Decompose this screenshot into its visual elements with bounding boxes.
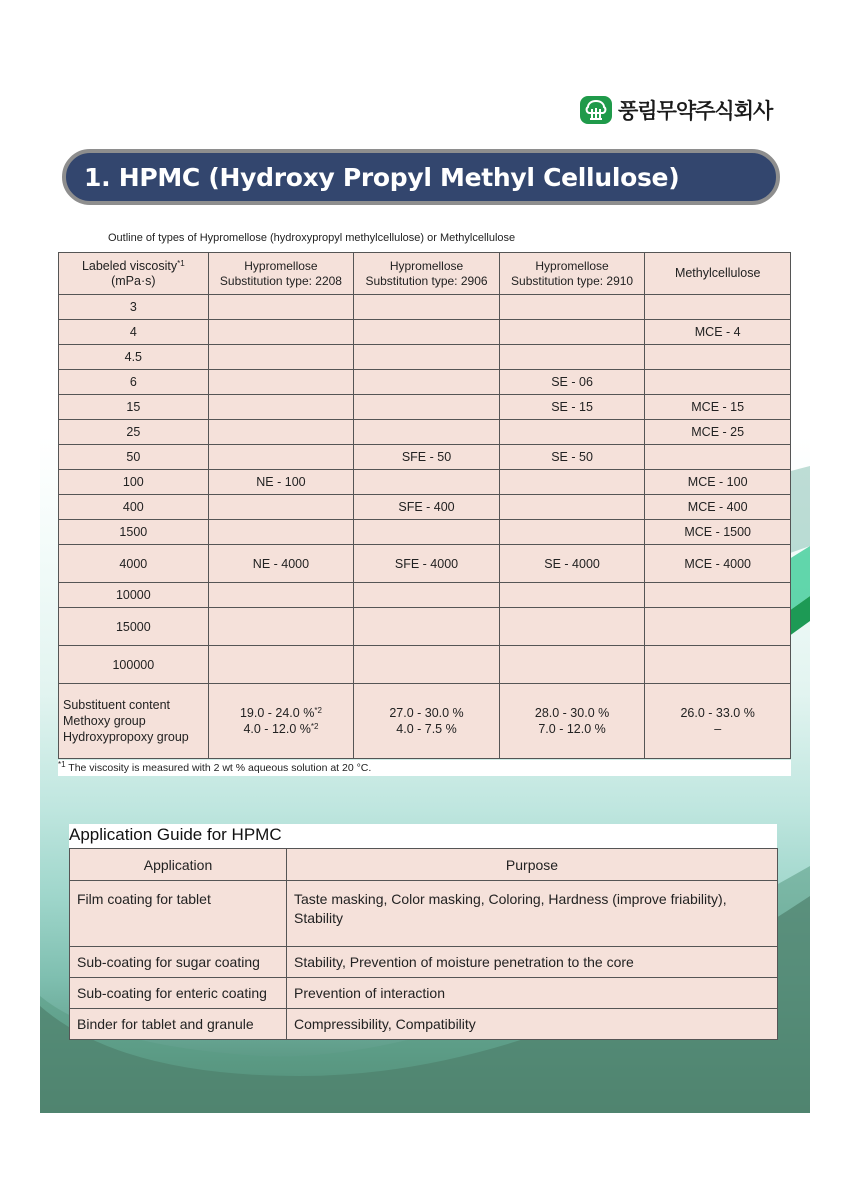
grade-cell bbox=[208, 370, 354, 395]
grade-cell bbox=[499, 646, 645, 684]
viscosity-cell: 1500 bbox=[59, 520, 209, 545]
header-methylcellulose bbox=[645, 253, 791, 295]
application-cell: Sub-coating for sugar coating bbox=[70, 947, 287, 978]
header-hypromellose-2906 bbox=[354, 253, 500, 295]
viscosity-cell: 15 bbox=[59, 395, 209, 420]
table-row bbox=[59, 545, 791, 583]
grade-cell bbox=[208, 395, 354, 420]
header-line1: Hypromellose bbox=[389, 258, 464, 273]
grade-cell: MCE - 100 bbox=[645, 470, 791, 495]
grade-cell bbox=[208, 520, 354, 545]
purpose-cell: Stability, Prevention of moisture penetration to the core bbox=[287, 947, 778, 978]
grade-cell: SE - 4000 bbox=[499, 545, 645, 583]
grade-cell bbox=[645, 295, 791, 320]
table-header-row bbox=[59, 253, 791, 295]
grade-cell bbox=[208, 295, 354, 320]
grade-cell bbox=[645, 370, 791, 395]
table-caption: Outline of types of Hypromellose (hydroxypropyl methylcellulose) or Methylcellulose bbox=[108, 232, 516, 244]
footnote bbox=[58, 760, 791, 776]
grade-cell: MCE - 1500 bbox=[645, 520, 791, 545]
table-row bbox=[59, 495, 791, 520]
viscosity-cell: 100000 bbox=[59, 646, 209, 684]
viscosity-cell: 25 bbox=[59, 420, 209, 445]
table-row bbox=[59, 445, 791, 470]
grade-cell: MCE - 25 bbox=[645, 420, 791, 445]
grade-cell bbox=[645, 646, 791, 684]
table-row bbox=[59, 370, 791, 395]
application-guide-table bbox=[69, 848, 778, 1040]
table-row bbox=[70, 947, 778, 978]
grade-cell bbox=[499, 520, 645, 545]
grade-cell: SE - 15 bbox=[499, 395, 645, 420]
substituent-value-2910 bbox=[499, 684, 645, 759]
table-row bbox=[59, 608, 791, 646]
header-line1: Hypromellose bbox=[244, 258, 318, 273]
grade-cell bbox=[354, 320, 500, 345]
header-line2: Substitution type: 2208 bbox=[219, 273, 342, 288]
footnote-text: The viscosity is measured with 2 wt % aqueous solution at 20 °C. bbox=[65, 762, 372, 774]
methoxy-value: 28.0 - 30.0 % bbox=[534, 706, 610, 720]
substituent-value-2906 bbox=[354, 684, 500, 759]
grade-cell bbox=[208, 646, 354, 684]
grade-cell bbox=[645, 445, 791, 470]
substituent-value-mc bbox=[645, 684, 791, 759]
header-line1: Labeled viscosity bbox=[81, 258, 178, 273]
header-application: Application bbox=[70, 849, 287, 881]
table-row bbox=[70, 978, 778, 1009]
footnote-marker: *2 bbox=[314, 706, 322, 715]
table-row bbox=[59, 520, 791, 545]
header-purpose: Purpose bbox=[287, 849, 778, 881]
methoxy-value: 19.0 - 24.0 % bbox=[239, 706, 315, 720]
grade-cell bbox=[645, 345, 791, 370]
substituent-label bbox=[59, 684, 209, 759]
application-cell: Sub-coating for enteric coating bbox=[70, 978, 287, 1009]
grade-cell: MCE - 4 bbox=[645, 320, 791, 345]
grade-cell bbox=[499, 295, 645, 320]
grade-cell bbox=[499, 495, 645, 520]
grade-cell: SE - 50 bbox=[499, 445, 645, 470]
application-cell: Film coating for tablet bbox=[70, 881, 287, 947]
grade-cell bbox=[645, 608, 791, 646]
methoxy-value: 27.0 - 30.0 % bbox=[389, 706, 464, 720]
table-row bbox=[59, 470, 791, 495]
header-line2: Substitution type: 2906 bbox=[365, 273, 488, 288]
application-cell: Binder for tablet and granule bbox=[70, 1009, 287, 1040]
viscosity-cell: 400 bbox=[59, 495, 209, 520]
label-line: Methoxy group bbox=[63, 714, 146, 728]
grade-cell bbox=[354, 520, 500, 545]
grade-cell bbox=[208, 345, 354, 370]
viscosity-cell: 50 bbox=[59, 445, 209, 470]
table-row bbox=[59, 646, 791, 684]
viscosity-cell: 10000 bbox=[59, 583, 209, 608]
grade-cell bbox=[499, 608, 645, 646]
substituent-content-row bbox=[59, 684, 791, 759]
grade-cell bbox=[354, 646, 500, 684]
hydroxy-value: 4.0 - 12.0 % bbox=[243, 722, 311, 736]
table-row bbox=[59, 395, 791, 420]
grade-cell: SFE - 4000 bbox=[354, 545, 500, 583]
table-row bbox=[59, 295, 791, 320]
header-line1: Hypromellose bbox=[535, 258, 609, 273]
application-guide-title: Application Guide for HPMC bbox=[69, 824, 777, 848]
header-line1: Methylcellulose bbox=[674, 266, 761, 280]
grade-cell: SE - 06 bbox=[499, 370, 645, 395]
grade-cell bbox=[208, 495, 354, 520]
tree-icon bbox=[580, 96, 612, 124]
label-line: Hydroxypropoxy group bbox=[63, 730, 189, 744]
grade-cell: NE - 100 bbox=[208, 470, 354, 495]
grade-cell bbox=[208, 420, 354, 445]
purpose-cell: Taste masking, Color masking, Coloring, Hardness (improve friability), Stability bbox=[287, 881, 778, 947]
header-hypromellose-2910 bbox=[499, 253, 645, 295]
viscosity-cell: 3 bbox=[59, 295, 209, 320]
table-row bbox=[59, 345, 791, 370]
methoxy-value: 26.0 - 33.0 % bbox=[680, 706, 755, 720]
table-row bbox=[59, 583, 791, 608]
header-labeled-viscosity bbox=[59, 253, 209, 295]
grade-cell bbox=[208, 608, 354, 646]
label-line: Substituent content bbox=[63, 698, 171, 712]
table-row bbox=[70, 881, 778, 947]
viscosity-cell: 4 bbox=[59, 320, 209, 345]
viscosity-cell: 4000 bbox=[59, 545, 209, 583]
table-row bbox=[59, 320, 791, 345]
grade-cell bbox=[354, 583, 500, 608]
viscosity-cell: 6 bbox=[59, 370, 209, 395]
grade-cell: SFE - 400 bbox=[354, 495, 500, 520]
footnote-marker: *1 bbox=[177, 258, 185, 268]
grade-cell bbox=[354, 395, 500, 420]
grade-cell bbox=[499, 583, 645, 608]
grade-cell bbox=[499, 320, 645, 345]
header-hypromellose-2208 bbox=[208, 253, 354, 295]
grade-cell bbox=[208, 445, 354, 470]
grade-cell bbox=[354, 370, 500, 395]
table-header-row bbox=[70, 849, 778, 881]
hydroxy-value: 4.0 - 7.5 % bbox=[396, 722, 457, 736]
viscosity-cell: 4.5 bbox=[59, 345, 209, 370]
hpmc-types-table bbox=[58, 252, 791, 759]
grade-cell bbox=[354, 345, 500, 370]
purpose-cell: Prevention of interaction bbox=[287, 978, 778, 1009]
hydroxy-value: 7.0 - 12.0 % bbox=[538, 722, 606, 736]
company-logo bbox=[580, 95, 772, 125]
header-line2: (mPa·s) bbox=[111, 273, 156, 288]
grade-cell bbox=[354, 295, 500, 320]
substituent-value-2208 bbox=[208, 684, 354, 759]
grade-cell bbox=[354, 608, 500, 646]
table-row bbox=[59, 420, 791, 445]
company-name: 풍림무약주식회사 bbox=[618, 99, 773, 123]
grade-cell bbox=[354, 420, 500, 445]
grade-cell bbox=[645, 583, 791, 608]
section-title: 1. HPMC (Hydroxy Propyl Methyl Cellulose) bbox=[84, 162, 680, 192]
grade-cell bbox=[208, 583, 354, 608]
header-line2: Substitution type: 2910 bbox=[511, 273, 634, 288]
grade-cell: MCE - 4000 bbox=[645, 545, 791, 583]
viscosity-cell: 15000 bbox=[59, 608, 209, 646]
footnote-marker: *2 bbox=[310, 722, 319, 731]
purpose-cell: Compressibility, Compatibility bbox=[287, 1009, 778, 1040]
grade-cell: MCE - 400 bbox=[645, 495, 791, 520]
grade-cell bbox=[499, 345, 645, 370]
table-row bbox=[70, 1009, 778, 1040]
grade-cell bbox=[354, 470, 500, 495]
footnote-marker: *1 bbox=[58, 760, 66, 769]
grade-cell: SFE - 50 bbox=[354, 445, 500, 470]
grade-cell: MCE - 15 bbox=[645, 395, 791, 420]
grade-cell: NE - 4000 bbox=[208, 545, 354, 583]
grade-cell bbox=[499, 420, 645, 445]
hydroxy-value: – bbox=[714, 722, 722, 736]
section-title-bar bbox=[62, 149, 780, 205]
viscosity-cell: 100 bbox=[59, 470, 209, 495]
grade-cell bbox=[499, 470, 645, 495]
grade-cell bbox=[208, 320, 354, 345]
